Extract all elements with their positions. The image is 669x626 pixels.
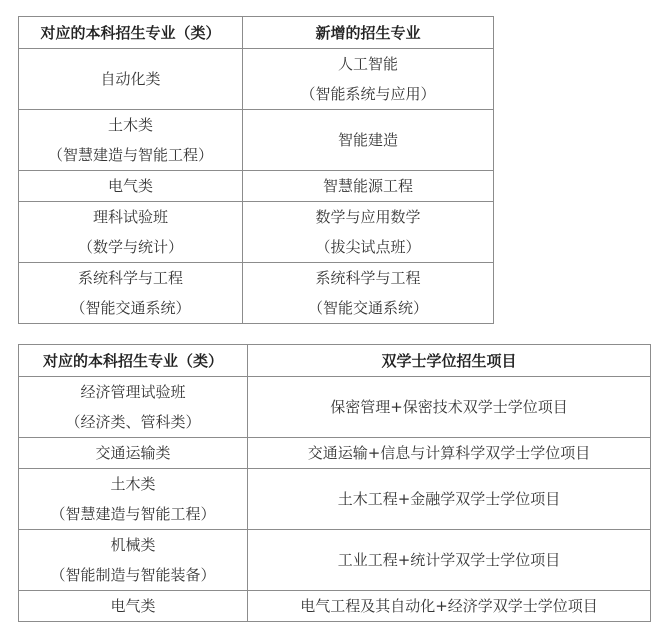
table-cell [19,110,243,171]
cell-text: （智慧建造与智能工程） [50,505,216,523]
cell-text: （智能交通系统） [307,299,428,317]
header-cell-new-major: 新增的招生专业 [243,17,494,49]
table-cell [248,377,651,438]
cell-text: （智能制造与智能装备） [50,566,216,584]
table-cell [248,530,651,591]
cell-text: 智能建造 [337,131,398,149]
double-degree-table [18,344,651,622]
header-cell-double-degree: 双学士学位招生项目 [248,345,651,377]
table-cell [243,171,494,202]
table-header-row [19,345,651,377]
header-cell-major-category: 对应的本科招生专业（类） [19,17,243,49]
cell-text: 交通运输类 [95,444,171,462]
cell-text: 土木工程+金融学双学士学位项目 [337,490,561,508]
cell-text: 保密管理+保密技术双学士学位项目 [330,398,568,416]
table-row [19,469,651,530]
cell-text: 土木类 [107,116,153,134]
cell-text: 系统科学与工程 [315,269,421,287]
table-cell [243,263,494,324]
cell-text: 电气类 [110,597,156,615]
cell-text: （经济类、管科类） [65,413,201,431]
header-cell-major-category: 对应的本科招生专业（类） [19,345,248,377]
cell-text: （智能系统与应用） [300,85,436,103]
table-cell [248,438,651,469]
table-row [19,263,494,324]
table-row [19,438,651,469]
table-cell [19,202,243,263]
cell-text: 系统科学与工程 [77,269,183,287]
table-cell [243,110,494,171]
cell-text: 数学与应用数学 [315,208,421,226]
table-cell [19,263,243,324]
table-cell [19,377,248,438]
cell-text: （拔尖试点班） [315,238,421,256]
table-row [19,202,494,263]
cell-text: 自动化类 [100,70,161,88]
table-row [19,530,651,591]
cell-text: 交通运输+信息与计算科学双学士学位项目 [307,444,591,462]
cell-text: 人工智能 [337,55,398,73]
cell-text: 理科试验班 [92,208,168,226]
table-cell [19,591,248,622]
table-cell [19,49,243,110]
table-cell [243,49,494,110]
table-row [19,49,494,110]
cell-text: 电气工程及其自动化+经济学双学士学位项目 [300,597,598,615]
cell-text: 工业工程+统计学双学士学位项目 [337,551,561,569]
table-cell [19,469,248,530]
table-header-row [19,17,494,49]
table-row [19,377,651,438]
cell-text: 智慧能源工程 [322,177,413,195]
table-cell [243,202,494,263]
new-majors-table [18,16,494,324]
cell-text: （智能交通系统） [70,299,191,317]
table-row [19,110,494,171]
cell-text: 机械类 [110,536,156,554]
table-cell [248,591,651,622]
cell-text: 经济管理试验班 [80,383,186,401]
table-cell [248,469,651,530]
cell-text: 电气类 [107,177,153,195]
cell-text: 土木类 [110,475,156,493]
table-row [19,171,494,202]
table-cell [19,438,248,469]
table-row [19,591,651,622]
table-cell [19,530,248,591]
table-cell [19,171,243,202]
cell-text: （智慧建造与智能工程） [47,146,213,164]
cell-text: （数学与统计） [77,238,183,256]
